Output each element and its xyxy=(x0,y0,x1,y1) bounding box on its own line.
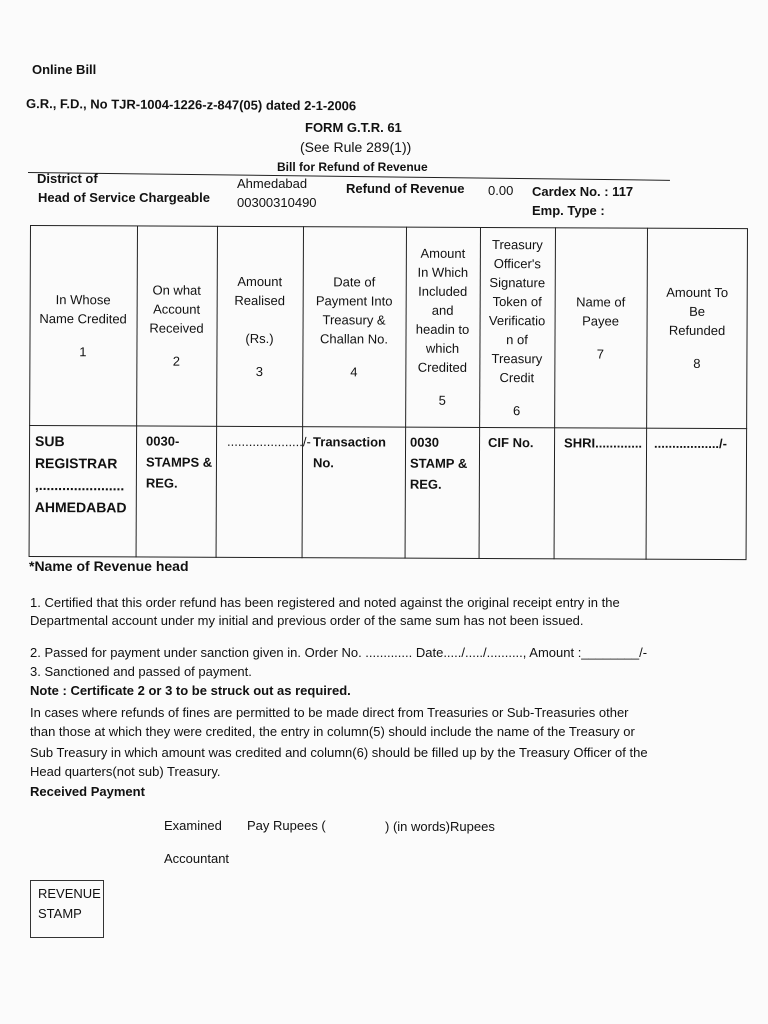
column-header-account xyxy=(136,225,217,425)
column-number: 1 xyxy=(79,343,87,359)
certificate-1-line-2: Departmental account under my initial and previous order of the same sum has not been issued. xyxy=(30,613,584,628)
column-header-payment-date xyxy=(302,226,406,426)
examined-label: Examined xyxy=(164,818,222,833)
column-title: Date of Payment Into Treasury & Challan No. xyxy=(315,273,393,347)
column-title: Treasury Officer's Signature Token of Verificatio n of Treasury Credit xyxy=(488,236,546,385)
cell-amount-refunded: ................../- xyxy=(654,435,728,452)
refund-table xyxy=(29,225,748,560)
column-header-amount-refunded xyxy=(646,228,748,428)
column-number: 5 xyxy=(438,392,446,408)
column-title: On what Account Received xyxy=(149,282,204,336)
in-words-label: ) (in words)Rupees xyxy=(385,819,495,834)
head-of-service-value: 00300310490 xyxy=(237,195,317,210)
cardex-number: Cardex No. : 117 xyxy=(532,184,634,199)
online-bill-label: Online Bill xyxy=(32,62,97,77)
column-title: Amount Realised (Rs.) xyxy=(234,273,286,346)
certificate-1-line-1: 1. Certified that this order refund has been registered and noted against the original receipt entry in the xyxy=(30,595,620,610)
refund-label: Refund of Revenue xyxy=(346,181,465,196)
head-of-service-label: Head of Service Chargeable xyxy=(38,190,210,205)
cell-amount-realised: ...................../- xyxy=(227,433,311,450)
cell-stamp-reg: 0030 STAMP & REG. xyxy=(409,434,468,492)
column-header-payee xyxy=(554,227,647,427)
district-value: Ahmedabad xyxy=(237,176,308,191)
column-header-name-credited xyxy=(29,225,137,425)
pay-rupees-label: Pay Rupees ( xyxy=(247,818,326,833)
instruction-line-2: than those at which they were credited, the entry in column(5) should include the name of the Treasury or xyxy=(30,724,635,739)
certificate-note: Note : Certificate 2 or 3 to be struck out as required. xyxy=(30,683,351,698)
instruction-line-3: Sub Treasury in which amount was credited and column(6) should be filled up by the Treasury Officer of the xyxy=(30,745,648,760)
revenue-stamp-box: REVENUE STAMP xyxy=(30,880,104,938)
instruction-line-4: Head quarters(not sub) Treasury. xyxy=(30,764,221,779)
column-number: 4 xyxy=(350,363,358,379)
rule-reference: (See Rule 289(1)) xyxy=(300,139,412,155)
revenue-head-note: *Name of Revenue head xyxy=(29,558,189,574)
gr-reference: G.R., F.D., No TJR-1004-1226-z-847(05) dated 2-1-2006 xyxy=(25,96,357,114)
instruction-line-1: In cases where refunds of fines are permitted to be made direct from Treasuries or Sub-Treasuries other xyxy=(30,705,629,720)
certificate-3: 3. Sanctioned and passed of payment. xyxy=(30,664,252,679)
column-number: 6 xyxy=(513,402,521,418)
column-title: Amount In Which Included and headin to which Credited xyxy=(415,245,470,375)
refund-amount: 0.00 xyxy=(488,183,514,198)
cell-cif-no: CIF No. xyxy=(488,435,534,451)
cell-account: 0030- STAMPS & REG. xyxy=(145,433,213,491)
column-number: 3 xyxy=(255,363,264,379)
certificate-2: 2. Passed for payment under sanction given in. Order No. ............. Date...../...../.........., Amount :________/- xyxy=(30,645,648,660)
column-header-treasury-signature xyxy=(479,227,555,427)
column-title: In Whose Name Credited xyxy=(39,291,127,326)
accountant-label: Accountant xyxy=(164,851,230,866)
column-title: Name of Payee xyxy=(576,293,626,329)
column-number: 2 xyxy=(172,353,181,369)
column-title: Amount To Be Refunded xyxy=(666,284,729,339)
column-header-amount-realised xyxy=(216,226,303,426)
column-number: 8 xyxy=(693,355,701,371)
column-number: 7 xyxy=(596,345,605,362)
column-header-amount-included xyxy=(405,227,480,427)
district-label: District of xyxy=(37,171,98,186)
form-title: FORM G.T.R. 61 xyxy=(305,120,402,135)
cell-transaction-no: Transaction No. xyxy=(312,434,387,471)
cell-payee: SHRI............. xyxy=(564,435,643,451)
received-payment-label: Received Payment xyxy=(30,784,145,799)
emp-type: Emp. Type : xyxy=(532,203,605,218)
bill-title: Bill for Refund of Revenue xyxy=(277,160,428,174)
cell-name-credited: SUB REGISTRAR ,...................... AHMEDABAD xyxy=(34,433,127,516)
